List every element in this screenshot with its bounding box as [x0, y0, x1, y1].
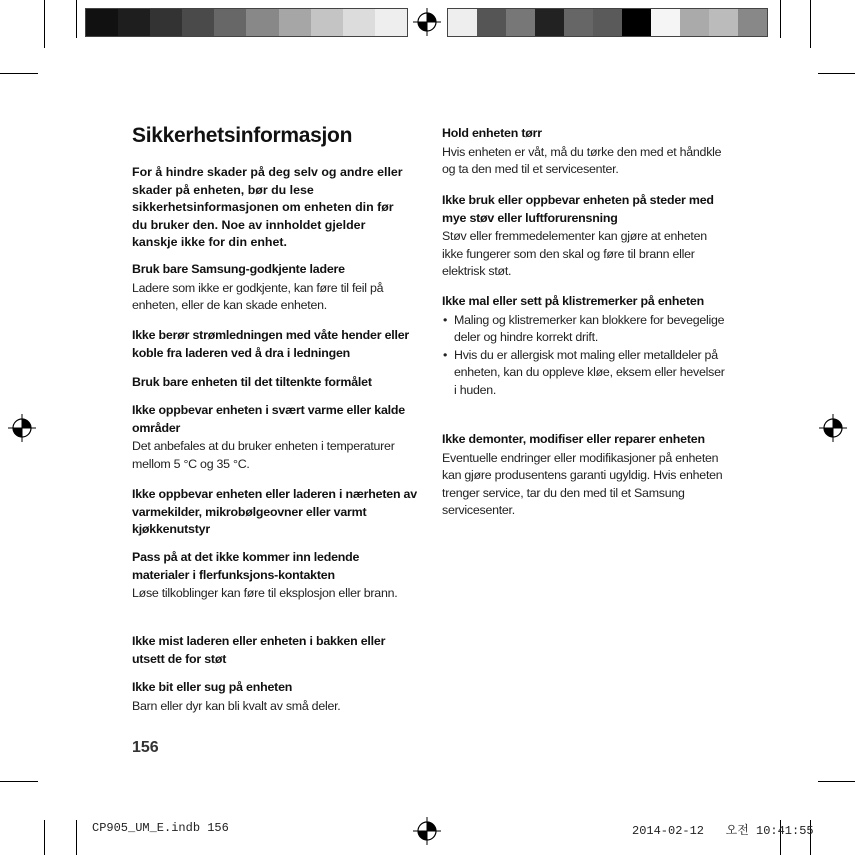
- crop-mark: [0, 73, 38, 74]
- section-heading: Bruk bare enheten til det tiltenkte formålet: [132, 375, 372, 389]
- color-swatch: [150, 9, 182, 36]
- section-heading: Ikke berør strømledningen med våte hender eller koble fra laderen ved å dra i ledningen: [132, 328, 410, 360]
- color-swatch: [477, 9, 506, 36]
- crop-mark: [780, 0, 781, 38]
- color-calibration-bar-right: [447, 8, 768, 37]
- crop-mark: [810, 0, 811, 48]
- section-body: Hvis enheten er våt, må du tørke den med et håndkle og ta den med til et servicesenter.: [442, 144, 722, 177]
- color-swatch: [118, 9, 150, 36]
- registration-mark-icon: [413, 8, 441, 36]
- color-swatch: [448, 9, 477, 36]
- crop-mark: [818, 781, 855, 782]
- list-item: • Hvis du er allergisk mot maling eller metalldeler på enheten, kan du oppleve kløe, eksem eller hevelser i huden.: [443, 347, 725, 397]
- section-heading: Bruk bare Samsung-godkjente ladere: [132, 262, 345, 276]
- color-calibration-bar-left: [85, 8, 408, 37]
- registration-mark-icon: [8, 414, 36, 442]
- color-swatch: [246, 9, 278, 36]
- color-swatch: [564, 9, 593, 36]
- section-right-2: [442, 192, 727, 281]
- color-swatch: [214, 9, 246, 36]
- bullet-icon: •: [443, 347, 448, 362]
- section-body: Eventuelle endringer eller modifikasjoner på enheten kan gjøre produsentens garanti ugyldig. Hvis enheten trenger service, tar du den med til et Samsung servicesenter.: [442, 450, 723, 518]
- section-heading: Ikke mal eller sett på klistremerker på enheten: [442, 294, 704, 308]
- color-swatch: [680, 9, 709, 36]
- section-right-4: [442, 431, 732, 520]
- section-left-4: [132, 402, 417, 473]
- section-left-1: [132, 261, 417, 315]
- section-left-5: [132, 486, 417, 539]
- section-left-7: [132, 633, 417, 668]
- color-swatch: [182, 9, 214, 36]
- color-swatch: [279, 9, 311, 36]
- crop-mark: [44, 0, 45, 48]
- section-heading: Ikke bruk eller oppbevar enheten på steder med mye støv eller luftforurensning: [442, 193, 714, 225]
- color-swatch: [622, 9, 651, 36]
- section-right-3: [442, 293, 727, 400]
- registration-mark-icon: [819, 414, 847, 442]
- crop-mark: [76, 0, 77, 38]
- section-left-2: [132, 327, 417, 362]
- color-swatch: [738, 9, 767, 36]
- bullet-list: [442, 312, 727, 400]
- color-swatch: [506, 9, 535, 36]
- color-swatch: [311, 9, 343, 36]
- section-left-8: [132, 679, 417, 715]
- section-right-1: [442, 125, 727, 179]
- registration-mark-icon: [413, 817, 441, 845]
- section-heading: Ikke bit eller sug på enheten: [132, 680, 293, 694]
- section-body: Løse tilkoblinger kan føre til eksplosjon eller brann.: [132, 586, 398, 601]
- page-title: Sikkerhetsinformasjon: [132, 124, 353, 147]
- color-swatch: [86, 9, 118, 36]
- section-left-3: [132, 374, 417, 392]
- crop-mark: [76, 820, 77, 855]
- color-swatch: [535, 9, 564, 36]
- bullet-icon: •: [443, 312, 448, 327]
- section-left-6: [132, 549, 417, 603]
- crop-mark: [818, 73, 855, 74]
- section-heading: Pass på at det ikke kommer inn ledende materialer i flerfunksjons-kontakten: [132, 550, 360, 582]
- page-number: 156: [132, 739, 159, 756]
- section-heading: Ikke demonter, modifiser eller reparer enheten: [442, 432, 705, 446]
- print-slug-filename: CP905_UM_E.indb 156: [92, 821, 229, 835]
- section-heading: Ikke mist laderen eller enheten i bakken eller utsett de for støt: [132, 634, 386, 666]
- section-heading: Ikke oppbevar enheten eller laderen i nærheten av varmekilder, mikrobølgeovner eller varmt kjøkkenutstyr: [132, 487, 417, 537]
- section-heading: Hold enheten tørr: [442, 126, 542, 140]
- crop-mark: [44, 820, 45, 855]
- section-body: Det anbefales at du bruker enheten i temperaturer mellom 5 °C og 35 °C.: [132, 439, 395, 471]
- list-item: • Maling og klistremerker kan blokkere for bevegelige deler og hindre korrekt drift.: [443, 312, 725, 345]
- section-body: Støv eller fremmedelementer kan gjøre at enheten ikke fungerer som den skal og føre til brann eller elektrisk støt.: [442, 229, 707, 279]
- crop-mark: [0, 781, 38, 782]
- color-swatch: [651, 9, 680, 36]
- section-heading: Ikke oppbevar enheten i svært varme eller kalde områder: [132, 403, 405, 435]
- intro-paragraph: For å hindre skader på deg selv og andre eller skader på enheten, bør du lese sikkerhetsinformasjonen om enheten din før du bruker den. Noe av innholdet gjelder kanskje ikke for din enhet.: [132, 165, 403, 250]
- print-slug-timestamp: 2014-02-12 오전 10:41:55: [632, 824, 814, 838]
- color-swatch: [343, 9, 375, 36]
- section-body: Ladere som ikke er godkjente, kan føre til feil på enheten, eller de kan skade enheten.: [132, 280, 384, 313]
- color-swatch: [375, 9, 407, 36]
- color-swatch: [593, 9, 622, 36]
- color-swatch: [709, 9, 738, 36]
- section-body: Barn eller dyr kan bli kvalt av små deler.: [132, 698, 341, 713]
